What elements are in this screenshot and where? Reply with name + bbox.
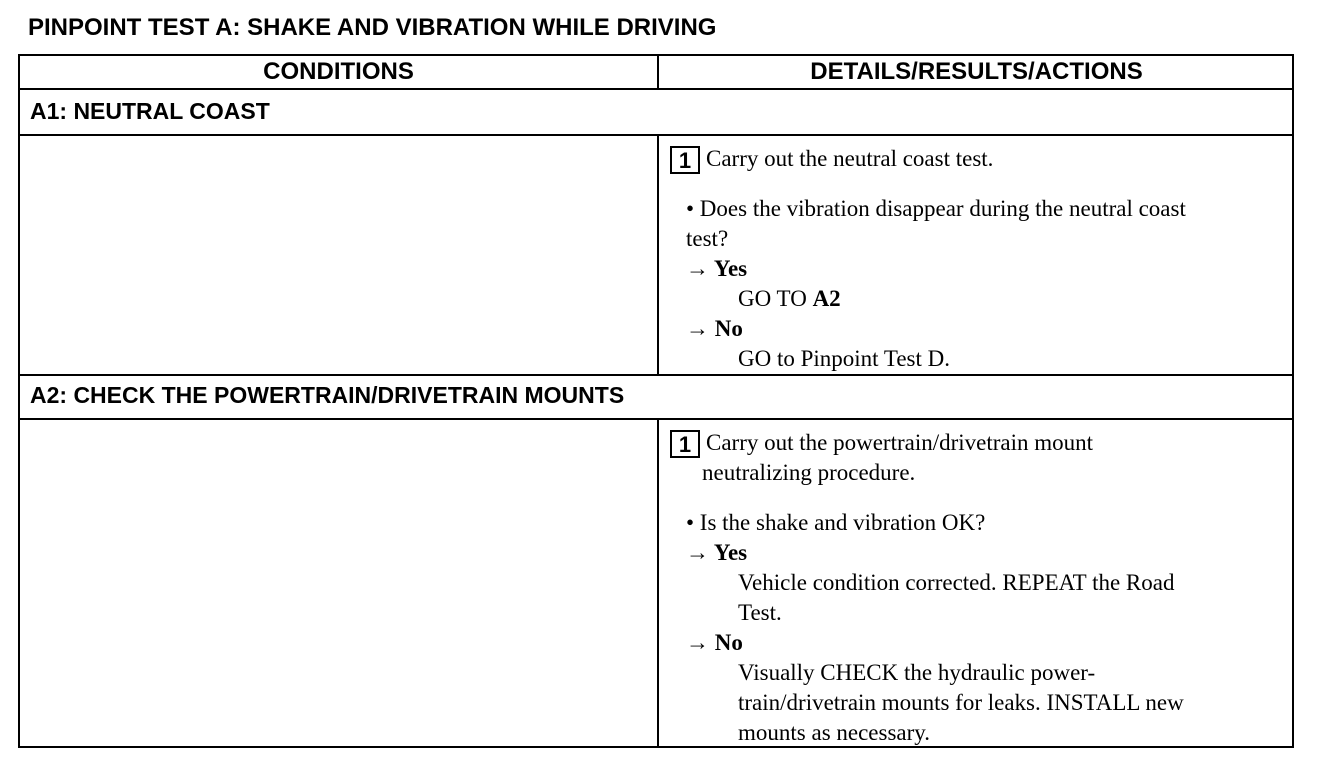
section-rule-a2-top <box>20 374 1292 376</box>
yes-action: GO TO A2 <box>738 286 841 311</box>
step-instruction: Carry out the neutral coast test. <box>706 146 994 171</box>
no-action: train/drivetrain mounts for leaks. INSTALL new <box>738 690 1184 715</box>
section-heading-a1: A1: NEUTRAL COAST <box>30 98 270 124</box>
section-rule-a1 <box>20 134 1292 136</box>
question-text: • Does the vibration disappear during the neutral coast <box>686 196 1186 221</box>
yes-label: → Yes <box>686 256 748 281</box>
question-text: test? <box>686 226 729 251</box>
question-text: • Is the shake and vibration OK? <box>686 510 986 535</box>
yes-label: → Yes <box>686 540 748 565</box>
yes-action: Vehicle condition corrected. REPEAT the Road <box>738 570 1175 595</box>
no-label: → No <box>686 630 743 655</box>
no-action: mounts as necessary. <box>738 720 931 745</box>
no-action: GO to Pinpoint Test D. <box>738 346 951 371</box>
step-instruction: neutralizing procedure. <box>702 460 916 485</box>
yes-action: Test. <box>738 600 782 625</box>
step-number-box: 1 <box>670 146 700 174</box>
no-label: → No <box>686 316 743 341</box>
column-divider-a2 <box>657 418 659 748</box>
no-action: Visually CHECK the hydraulic power- <box>738 660 1096 685</box>
step-instruction: Carry out the powertrain/drivetrain mount <box>706 430 1094 455</box>
section-heading-a2: A2: CHECK THE POWERTRAIN/DRIVETRAIN MOUNTS <box>30 382 625 408</box>
page-title: PINPOINT TEST A: SHAKE AND VIBRATION WHILE DRIVING <box>28 14 717 41</box>
column-header-details: DETAILS/RESULTS/ACTIONS <box>810 58 1143 85</box>
step-number-box: 1 <box>670 430 700 458</box>
column-divider-a1 <box>657 134 659 374</box>
header-divider <box>657 56 659 88</box>
header-rule <box>20 88 1292 90</box>
pinpoint-test-table <box>18 54 1294 748</box>
column-header-conditions: CONDITIONS <box>263 58 414 85</box>
section-rule-a2 <box>20 418 1292 420</box>
